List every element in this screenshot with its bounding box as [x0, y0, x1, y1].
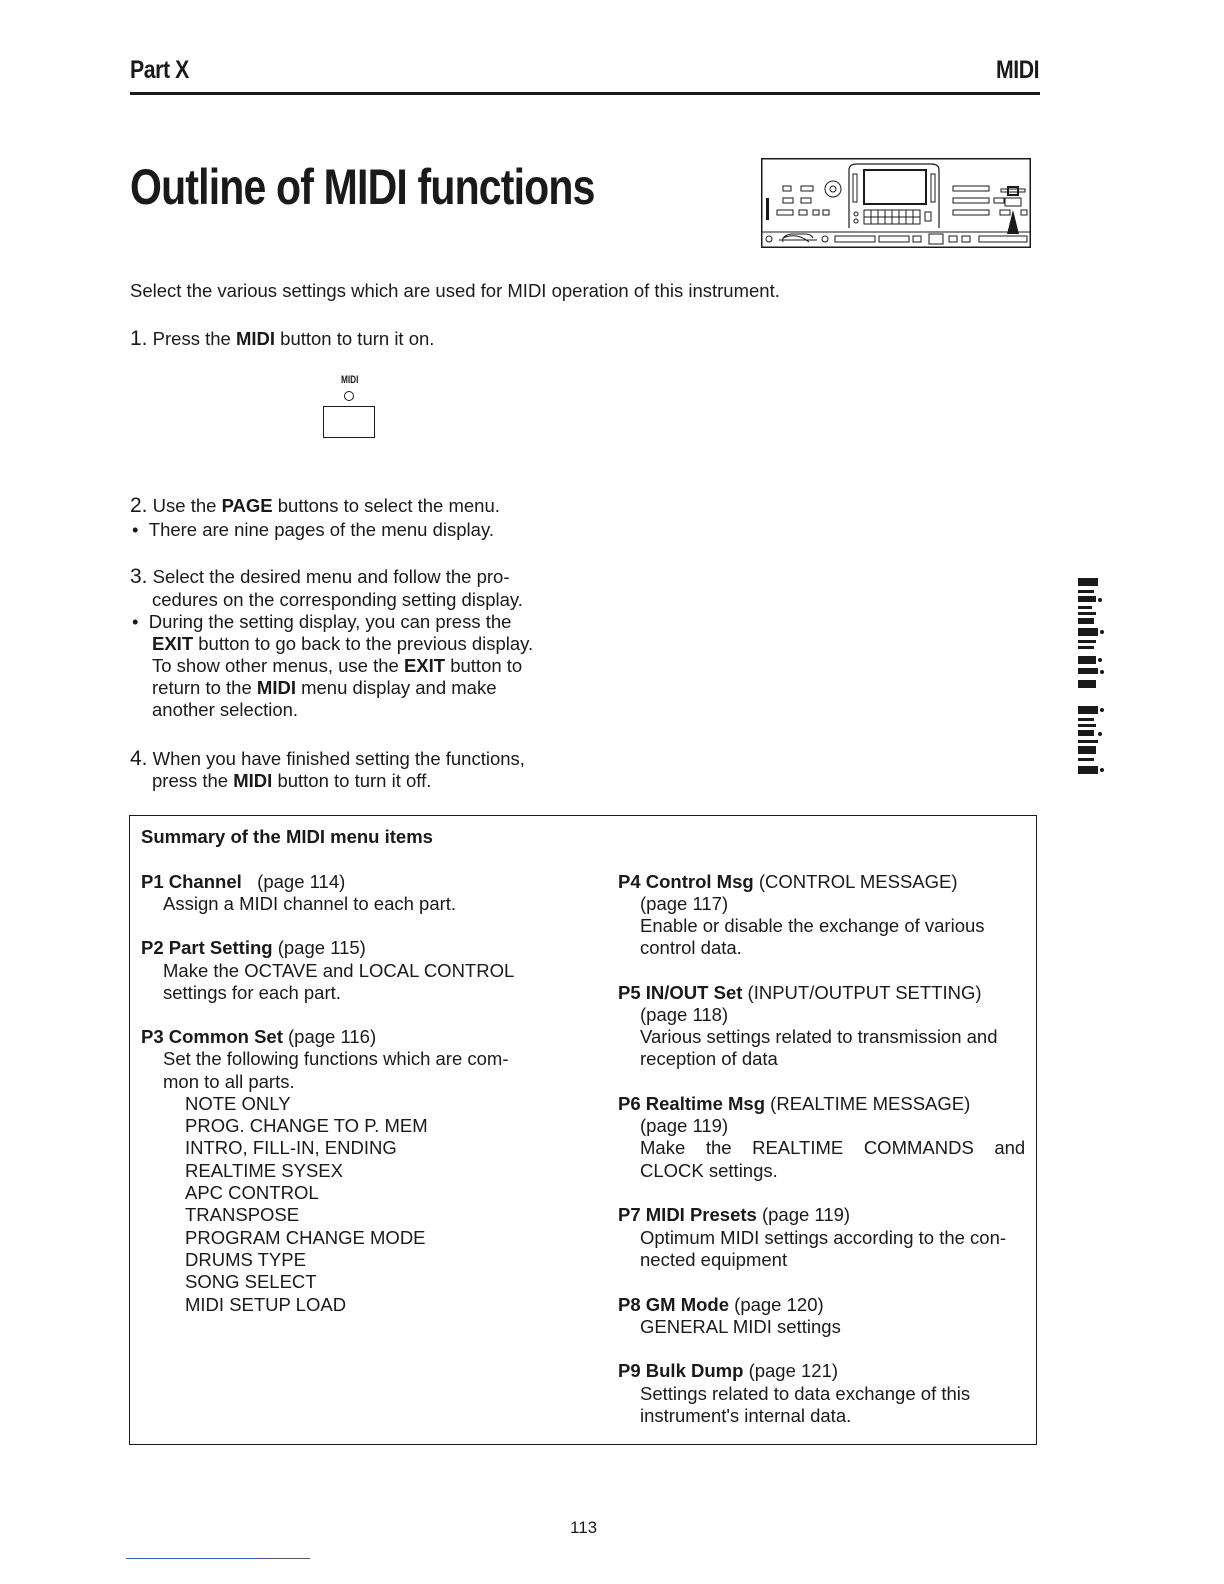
- step-3-bullet-line: return to the MIDI menu display and make: [152, 677, 497, 698]
- section-edge-marks: [1078, 578, 1112, 784]
- menu-item-desc: Optimum MIDI settings according to the con-: [640, 1227, 1007, 1248]
- midi-button-label: MIDI: [341, 374, 359, 386]
- intro-text: Select the various settings which are used for MIDI operation of this instrument.: [130, 280, 780, 301]
- common-set-item: APC CONTROL: [185, 1182, 319, 1203]
- menu-item-desc: Make the OCTAVE and LOCAL CONTROL: [163, 960, 515, 981]
- part-header: Part X: [130, 56, 189, 84]
- summary-heading: Summary of the MIDI menu items: [141, 826, 433, 847]
- menu-item-desc: Various settings related to transmission and: [640, 1026, 998, 1047]
- menu-item-p2: P2 Part Setting (page 115): [141, 937, 366, 958]
- common-set-item: PROGRAM CHANGE MODE: [185, 1227, 426, 1248]
- common-set-item: SONG SELECT: [185, 1271, 317, 1292]
- midi-button[interactable]: [323, 406, 375, 438]
- menu-item-p5: P5 IN/OUT Set (INPUT/OUTPUT SETTING): [618, 982, 982, 1003]
- step-4: 4. When you have finished setting the functions,: [130, 747, 525, 770]
- menu-item-p1: P1 Channel (page 114): [141, 871, 346, 892]
- common-set-item: PROG. CHANGE TO P. MEM: [185, 1115, 428, 1136]
- menu-item-desc: nected equipment: [640, 1249, 788, 1270]
- menu-item-desc: settings for each part.: [163, 982, 341, 1003]
- common-set-item: TRANSPOSE: [185, 1204, 300, 1225]
- footer-line: [126, 1558, 266, 1559]
- menu-item-desc: GENERAL MIDI settings: [640, 1316, 841, 1337]
- common-set-item: DRUMS TYPE: [185, 1249, 306, 1270]
- menu-item-desc: Assign a MIDI channel to each part.: [163, 893, 457, 914]
- common-set-item: MIDI SETUP LOAD: [185, 1294, 347, 1315]
- page-number: 113: [570, 1518, 598, 1537]
- menu-item-desc: CLOCK settings.: [640, 1160, 778, 1181]
- section-header: MIDI: [996, 56, 1040, 84]
- step-3-bullet: • During the setting display, you can press the: [132, 611, 512, 632]
- step-2: 2. Use the PAGE buttons to select the menu.: [130, 494, 500, 517]
- menu-item-p9: P9 Bulk Dump (page 121): [618, 1360, 839, 1381]
- menu-item-desc: mon to all parts.: [163, 1071, 295, 1092]
- menu-item-p3: P3 Common Set (page 116): [141, 1026, 377, 1047]
- step-3: 3. Select the desired menu and follow the pro-: [130, 565, 510, 588]
- step-3-line: cedures on the corresponding setting display.: [152, 589, 523, 610]
- control-panel-diagram: [761, 158, 1031, 248]
- menu-item-page: (page 118): [640, 1004, 729, 1025]
- menu-item-p7: P7 MIDI Presets (page 119): [618, 1204, 851, 1225]
- menu-item-desc: Settings related to data exchange of this: [640, 1383, 971, 1404]
- menu-item-desc: Make the REALTIME COMMANDS and: [640, 1137, 1026, 1158]
- common-set-item: INTRO, FILL-IN, ENDING: [185, 1137, 397, 1158]
- common-set-item: REALTIME SYSEX: [185, 1160, 343, 1181]
- menu-item-p8: P8 GM Mode (page 120): [618, 1294, 824, 1315]
- midi-led-indicator: [344, 391, 354, 401]
- common-set-item: NOTE ONLY: [185, 1093, 291, 1114]
- menu-item-desc: Set the following functions which are com-: [163, 1048, 509, 1069]
- menu-item-desc: reception of data: [640, 1048, 778, 1069]
- menu-item-page: (page 119): [640, 1115, 729, 1136]
- menu-item-page: (page 117): [640, 893, 729, 914]
- menu-item-p4: P4 Control Msg (CONTROL MESSAGE): [618, 871, 958, 892]
- page-title: Outline of MIDI functions: [130, 159, 595, 215]
- menu-item-desc: Enable or disable the exchange of various: [640, 915, 985, 936]
- step-2-bullet: • There are nine pages of the menu display.: [132, 519, 494, 540]
- menu-item-p6: P6 Realtime Msg (REALTIME MESSAGE): [618, 1093, 971, 1114]
- menu-item-desc: control data.: [640, 937, 742, 958]
- step-1: 1. Press the MIDI button to turn it on.: [130, 327, 435, 350]
- step-1-number: 1.: [130, 327, 148, 350]
- footer-line: [266, 1558, 310, 1559]
- menu-item-desc: instrument's internal data.: [640, 1405, 852, 1426]
- header-rule: [130, 92, 1040, 95]
- step-3-bullet-line: another selection.: [152, 699, 299, 720]
- step-3-bullet-line: EXIT button to go back to the previous display.: [152, 633, 534, 654]
- step-4-line: press the MIDI button to turn it off.: [152, 770, 432, 791]
- step-3-bullet-line: To show other menus, use the EXIT button to: [152, 655, 523, 676]
